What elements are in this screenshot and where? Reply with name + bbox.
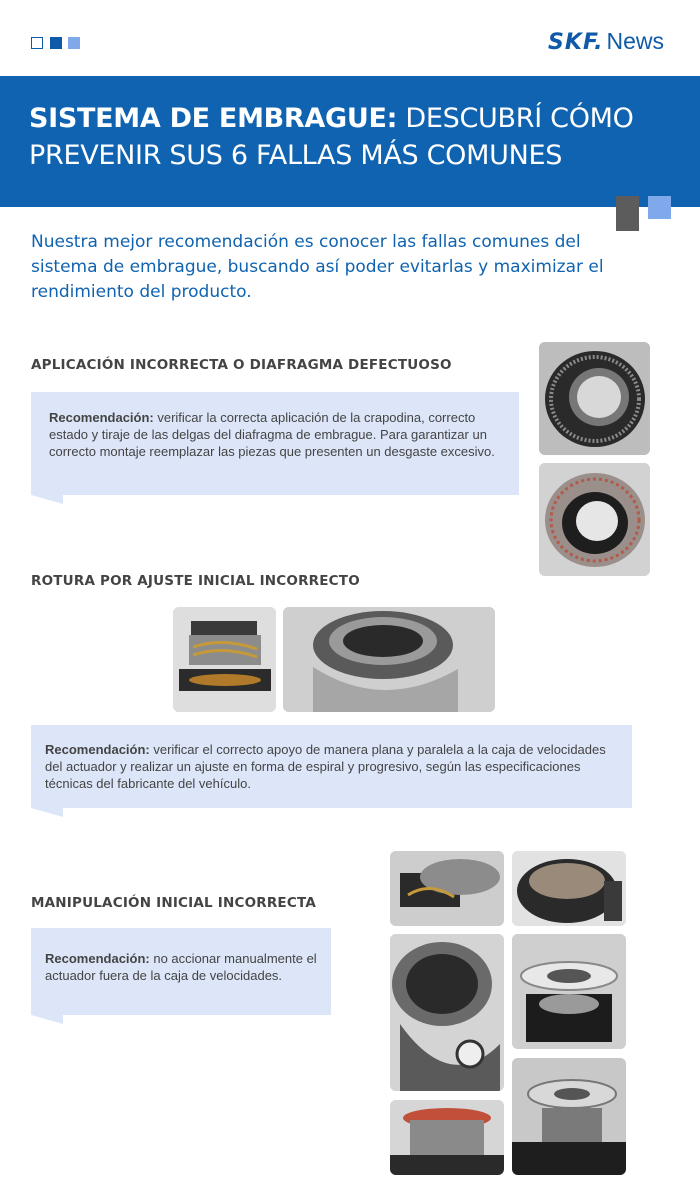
recommendation-box-1 — [31, 392, 519, 495]
outline-square-icon — [31, 37, 43, 49]
rec-text: verificar el correcto apoyo de manera plana y paralela a la caja de velocidades del actuador y realizar un ajuste en forma de espiral y progresivo, según las especificaciones técnicas del fabricante del vehículo. — [45, 742, 606, 791]
actuator-photo — [390, 1100, 504, 1175]
rec-label: Recomendación: — [49, 410, 154, 425]
actuator-housing-photo — [390, 934, 504, 1091]
intro-text: Nuestra mejor recomendación es conocer las fallas comunes del sistema de embrague, buscando así poder evitarlas y maximizar el rendimiento del producto. — [31, 232, 604, 302]
rec-text: no accionar manualmente el actuador fuera de la caja de velocidades. — [45, 951, 317, 983]
section-title-3: MANIPULACIÓN INICIAL INCORRECTA — [31, 895, 316, 911]
top-bar — [0, 0, 700, 76]
diaphragm-photo — [512, 934, 626, 1049]
section-title-1: APLICACIÓN INCORRECTA O DIAFRAGMA DEFECTUOSO — [31, 357, 452, 373]
rec-label: Recomendación: — [45, 742, 150, 757]
actuator-photo — [390, 851, 504, 926]
skf-news-logo — [548, 28, 664, 55]
page-title — [29, 100, 669, 174]
title-rest: DESCUBRÍ CÓMO PREVENIR SUS 6 FALLAS MÁS COMUNES — [29, 103, 634, 171]
logo-news: News — [606, 28, 664, 54]
actuator-photo — [173, 607, 276, 712]
logo-skf: SKF. — [548, 30, 604, 55]
recommendation-box-2 — [31, 725, 632, 808]
recommendation-box-3 — [31, 928, 331, 1015]
gear-photo — [512, 851, 626, 926]
hero-banner — [0, 76, 700, 207]
diaphragm-photo — [512, 1058, 626, 1175]
bearing-photo — [539, 342, 650, 455]
rec-text: verificar la correcta aplicación de la crapodina, correcto estado y tiraje de las delgas del diafragma de embrague. Para garantizar un correcto montaje reemplazar las piezas que presenten un desgaste excesivo. — [49, 410, 495, 459]
decor-blue-block — [648, 196, 671, 219]
bearing-photo — [539, 463, 650, 576]
rec-label: Recomendación: — [45, 951, 150, 966]
actuator-closeup-photo — [283, 607, 495, 712]
filled-square-icon — [50, 37, 62, 49]
section-title-2: ROTURA POR AJUSTE INICIAL INCORRECTO — [31, 573, 360, 589]
light-square-icon — [68, 37, 80, 49]
decor-gray-block — [616, 196, 639, 231]
title-bold: SISTEMA DE EMBRAGUE: — [29, 103, 398, 134]
